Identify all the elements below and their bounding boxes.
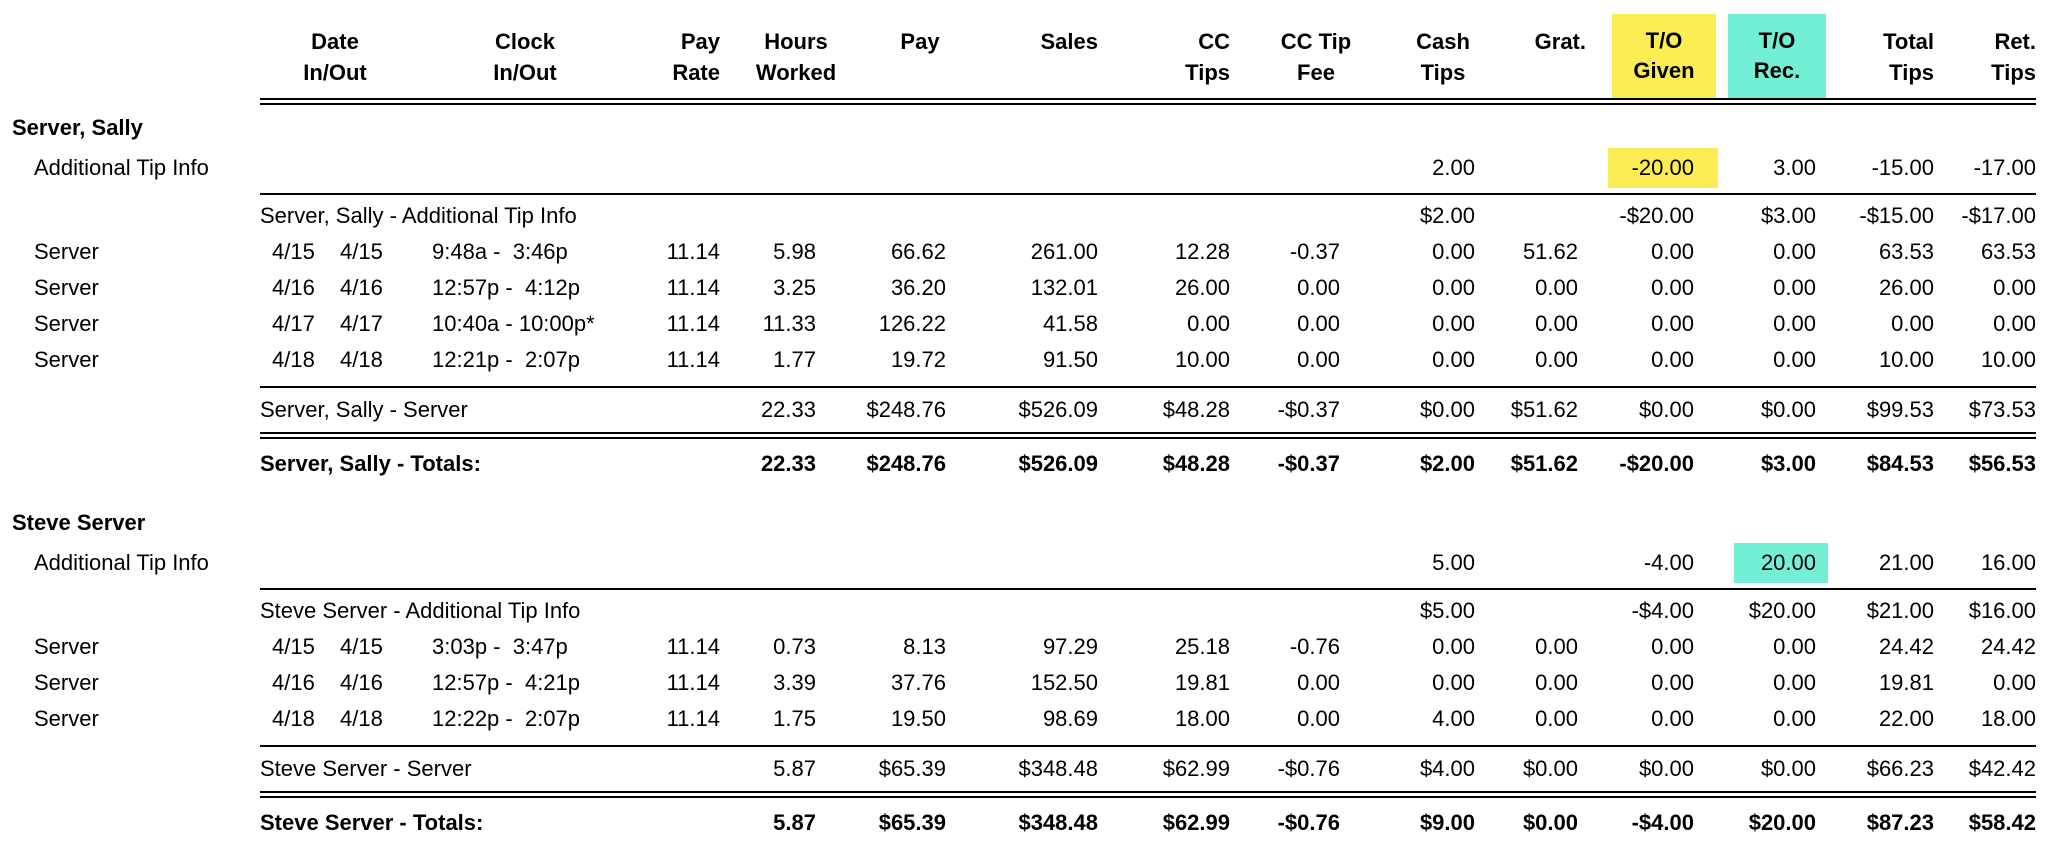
role-subtotal-divider bbox=[260, 386, 2036, 388]
shift-grat: 0.00 bbox=[1535, 706, 1578, 731]
additional-subtotal-rec: $3.00 bbox=[1760, 203, 1816, 228]
additional-subtotal-ret: $16.00 bbox=[1968, 598, 2036, 623]
additional-divider bbox=[260, 193, 2036, 195]
header-to-rec-line1: T/O bbox=[1758, 28, 1796, 53]
shift-ret: 63.53 bbox=[1980, 239, 2036, 264]
employee-totals-cash: $9.00 bbox=[1419, 810, 1475, 835]
shift-ret: 24.42 bbox=[1980, 634, 2036, 659]
header-ret-tips bbox=[1960, 26, 2036, 88]
shift-fee: 0.00 bbox=[1297, 347, 1340, 372]
employee-totals-cc: $48.28 bbox=[1162, 451, 1230, 476]
shift-fee: -0.76 bbox=[1289, 634, 1340, 659]
employee-totals-label: Steve Server - Totals: bbox=[260, 810, 484, 835]
shift-pay: 37.76 bbox=[890, 670, 946, 695]
shift-sales: 261.00 bbox=[1030, 239, 1098, 264]
shift-d-out: 4/18 bbox=[340, 347, 383, 372]
shift-d-in: 4/16 bbox=[272, 275, 315, 300]
shift-clock: 3:03p - 3:47p bbox=[432, 634, 568, 659]
additional-total-value: -15.00 bbox=[1871, 155, 1934, 180]
employee-totals-grat: $0.00 bbox=[1522, 810, 1578, 835]
employee-totals-given: -$4.00 bbox=[1631, 810, 1694, 835]
employee-totals-ret: $58.42 bbox=[1968, 810, 2036, 835]
additional-subtotal-row bbox=[0, 593, 2060, 629]
role-subtotal-total: $66.23 bbox=[1866, 756, 1934, 781]
shift-sales: 152.50 bbox=[1030, 670, 1098, 695]
shift-ret: 0.00 bbox=[1993, 311, 2036, 336]
shift-given: 0.00 bbox=[1651, 670, 1694, 695]
shift-cash: 0.00 bbox=[1432, 311, 1475, 336]
shift-row bbox=[0, 270, 2060, 306]
header-date bbox=[290, 26, 380, 88]
shift-rec: 0.00 bbox=[1773, 275, 1816, 300]
role-subtotal-cash: $4.00 bbox=[1419, 756, 1475, 781]
header-cc-tips bbox=[1150, 26, 1230, 88]
employee-totals-pay: $248.76 bbox=[866, 451, 946, 476]
shift-cash: 0.00 bbox=[1432, 670, 1475, 695]
header-cc-tips-line1: CC bbox=[1198, 29, 1230, 54]
shift-cash: 4.00 bbox=[1432, 706, 1475, 731]
employee-totals-total: $87.23 bbox=[1866, 810, 1934, 835]
shift-fee: 0.00 bbox=[1297, 311, 1340, 336]
role-subtotal-hours: 22.33 bbox=[760, 397, 816, 422]
shift-rec: 0.00 bbox=[1773, 239, 1816, 264]
additional-subtotal-total: $21.00 bbox=[1866, 598, 1934, 623]
header-clock-line1: Clock bbox=[495, 29, 555, 54]
shift-grat: 0.00 bbox=[1535, 311, 1578, 336]
shift-sales: 98.69 bbox=[1042, 706, 1098, 731]
shift-row bbox=[0, 306, 2060, 342]
shift-clock: 10:40a - 10:00p* bbox=[432, 311, 595, 336]
shift-role: Server bbox=[34, 670, 99, 695]
shift-fee: 0.00 bbox=[1297, 670, 1340, 695]
header-ret-tips-line2: Tips bbox=[1991, 60, 2036, 85]
shift-row bbox=[0, 234, 2060, 270]
shift-grat: 0.00 bbox=[1535, 275, 1578, 300]
shift-pay: 126.22 bbox=[878, 311, 946, 336]
shift-ret: 0.00 bbox=[1993, 670, 2036, 695]
shift-sales: 97.29 bbox=[1042, 634, 1098, 659]
shift-cc: 12.28 bbox=[1174, 239, 1230, 264]
additional-subtotal-given: -$4.00 bbox=[1631, 598, 1694, 623]
role-subtotal-cash: $0.00 bbox=[1419, 397, 1475, 422]
shift-pay: 66.62 bbox=[890, 239, 946, 264]
header-pay-line1: Pay bbox=[900, 29, 940, 54]
header-cash-tips-line2: Tips bbox=[1420, 60, 1466, 85]
employee-name-row bbox=[0, 110, 2060, 146]
header-to-given-line1: T/O bbox=[1645, 28, 1683, 53]
additional-subtotal-total: -$15.00 bbox=[1859, 203, 1934, 228]
shift-total: 19.81 bbox=[1878, 670, 1934, 695]
shift-rec: 0.00 bbox=[1773, 347, 1816, 372]
additional-tip-info-row bbox=[0, 150, 2060, 186]
role-subtotal-cc: $48.28 bbox=[1162, 397, 1230, 422]
shift-role: Server bbox=[34, 239, 99, 264]
shift-pay: 8.13 bbox=[903, 634, 946, 659]
role-subtotal-pay: $65.39 bbox=[878, 756, 946, 781]
shift-pay: 19.72 bbox=[890, 347, 946, 372]
shift-fee: 0.00 bbox=[1297, 275, 1340, 300]
role-subtotal-fee: -$0.37 bbox=[1277, 397, 1340, 422]
role-subtotal-given: $0.00 bbox=[1638, 397, 1694, 422]
role-subtotal-ret: $42.42 bbox=[1968, 756, 2036, 781]
employee-name: Steve Server bbox=[12, 510, 146, 535]
header-pay-rate-line2: Rate bbox=[672, 60, 720, 85]
shift-given: 0.00 bbox=[1651, 275, 1694, 300]
shift-role: Server bbox=[34, 311, 99, 336]
shift-role: Server bbox=[34, 706, 99, 731]
header-sales bbox=[1010, 26, 1098, 57]
header-to-given-line2: Given bbox=[1633, 58, 1695, 83]
header-date-line1: Date bbox=[311, 29, 359, 54]
shift-hours: 3.39 bbox=[773, 670, 816, 695]
shift-cash: 0.00 bbox=[1432, 239, 1475, 264]
additional-tip-info-row bbox=[0, 545, 2060, 581]
shift-rec: 0.00 bbox=[1773, 706, 1816, 731]
shift-role: Server bbox=[34, 634, 99, 659]
role-subtotal-label: Steve Server - Server bbox=[260, 756, 472, 781]
shift-grat: 0.00 bbox=[1535, 670, 1578, 695]
additional-subtotal-cash: $5.00 bbox=[1419, 598, 1475, 623]
shift-grat: 0.00 bbox=[1535, 634, 1578, 659]
shift-given: 0.00 bbox=[1651, 634, 1694, 659]
header-clock-line2: In/Out bbox=[493, 60, 557, 85]
shift-d-in: 4/15 bbox=[272, 634, 315, 659]
header-sales-line1: Sales bbox=[1040, 29, 1098, 54]
shift-clock: 12:21p - 2:07p bbox=[432, 347, 581, 372]
header-clock bbox=[470, 26, 580, 88]
shift-cash: 0.00 bbox=[1432, 275, 1475, 300]
shift-clock: 12:57p - 4:12p bbox=[432, 275, 581, 300]
role-subtotal-total: $99.53 bbox=[1866, 397, 1934, 422]
employee-totals-row bbox=[0, 805, 2060, 841]
additional-divider bbox=[260, 588, 2036, 590]
shift-d-out: 4/15 bbox=[340, 239, 383, 264]
shift-cash: 0.00 bbox=[1432, 347, 1475, 372]
additional-tip-info-label: Additional Tip Info bbox=[34, 155, 209, 180]
shift-rate: 11.14 bbox=[666, 311, 720, 336]
shift-rate: 11.14 bbox=[666, 670, 720, 695]
shift-cc: 19.81 bbox=[1174, 670, 1230, 695]
header-cc-tip-fee-line2: Fee bbox=[1297, 60, 1335, 85]
role-subtotal-rec: $0.00 bbox=[1760, 756, 1816, 781]
header-cash-tips bbox=[1398, 26, 1488, 88]
shift-hours: 11.33 bbox=[762, 311, 816, 336]
additional-subtotal-rec: $20.00 bbox=[1748, 598, 1816, 623]
shift-given: 0.00 bbox=[1651, 239, 1694, 264]
header-grat-line1: Grat. bbox=[1534, 29, 1586, 54]
totals-divider bbox=[260, 432, 2036, 439]
header-pay bbox=[880, 26, 960, 57]
header-grat bbox=[1500, 26, 1586, 57]
header-hours-line2: Worked bbox=[755, 60, 837, 85]
shift-d-in: 4/18 bbox=[272, 347, 315, 372]
shift-d-out: 4/16 bbox=[340, 275, 383, 300]
shift-row bbox=[0, 665, 2060, 701]
shift-given: 0.00 bbox=[1651, 311, 1694, 336]
shift-fee: -0.37 bbox=[1289, 239, 1340, 264]
role-subtotal-row bbox=[0, 392, 2060, 428]
additional-ret-value: -17.00 bbox=[1973, 155, 2036, 180]
shift-total: 24.42 bbox=[1878, 634, 1934, 659]
employee-totals-total: $84.53 bbox=[1866, 451, 1934, 476]
shift-sales: 132.01 bbox=[1030, 275, 1098, 300]
shift-sales: 91.50 bbox=[1042, 347, 1098, 372]
header-hours bbox=[746, 26, 846, 88]
shift-rate: 11.14 bbox=[666, 239, 720, 264]
header-pay-rate-line1: Pay bbox=[680, 29, 720, 54]
shift-d-in: 4/18 bbox=[272, 706, 315, 731]
shift-grat: 51.62 bbox=[1522, 239, 1578, 264]
additional-given-value: -4.00 bbox=[1643, 550, 1694, 575]
header-total-tips-line1: Total bbox=[1883, 29, 1934, 54]
role-subtotal-row bbox=[0, 751, 2060, 787]
shift-hours: 0.73 bbox=[773, 634, 816, 659]
role-subtotal-fee: -$0.76 bbox=[1277, 756, 1340, 781]
shift-rate: 11.14 bbox=[666, 275, 720, 300]
shift-fee: 0.00 bbox=[1297, 706, 1340, 731]
employee-totals-cc: $62.99 bbox=[1162, 810, 1230, 835]
employee-totals-pay: $65.39 bbox=[878, 810, 946, 835]
employee-name-row bbox=[0, 505, 2060, 541]
header-total-tips bbox=[1860, 26, 1934, 88]
role-subtotal-rec: $0.00 bbox=[1760, 397, 1816, 422]
shift-cash: 0.00 bbox=[1432, 634, 1475, 659]
shift-clock: 12:22p - 2:07p bbox=[432, 706, 581, 731]
header-divider bbox=[260, 98, 2036, 105]
shift-d-out: 4/16 bbox=[340, 670, 383, 695]
role-subtotal-hours: 5.87 bbox=[773, 756, 816, 781]
header-cc-tip-fee bbox=[1266, 26, 1366, 88]
shift-given: 0.00 bbox=[1651, 347, 1694, 372]
shift-cc: 18.00 bbox=[1174, 706, 1230, 731]
shift-ret: 0.00 bbox=[1993, 275, 2036, 300]
header-cc-tips-line2: Tips bbox=[1185, 60, 1230, 85]
header-cash-tips-line1: Cash bbox=[1416, 29, 1470, 54]
shift-total: 63.53 bbox=[1878, 239, 1934, 264]
additional-subtotal-given: -$20.00 bbox=[1619, 203, 1694, 228]
additional-given-value: -20.00 bbox=[1631, 155, 1694, 180]
role-subtotal-divider bbox=[260, 745, 2036, 747]
shift-hours: 3.25 bbox=[773, 275, 816, 300]
shift-row bbox=[0, 701, 2060, 737]
shift-cc: 0.00 bbox=[1187, 311, 1230, 336]
shift-pay: 19.50 bbox=[890, 706, 946, 731]
shift-d-in: 4/15 bbox=[272, 239, 315, 264]
shift-total: 0.00 bbox=[1891, 311, 1934, 336]
employee-totals-sales: $526.09 bbox=[1018, 451, 1098, 476]
shift-d-in: 4/17 bbox=[272, 311, 315, 336]
shift-ret: 10.00 bbox=[1980, 347, 2036, 372]
shift-hours: 5.98 bbox=[773, 239, 816, 264]
shift-rate: 11.14 bbox=[666, 347, 720, 372]
shift-total: 10.00 bbox=[1878, 347, 1934, 372]
role-subtotal-pay: $248.76 bbox=[866, 397, 946, 422]
shift-cc: 10.00 bbox=[1174, 347, 1230, 372]
role-subtotal-cc: $62.99 bbox=[1162, 756, 1230, 781]
shift-rate: 11.14 bbox=[666, 634, 720, 659]
shift-ret: 18.00 bbox=[1980, 706, 2036, 731]
employee-totals-ret: $56.53 bbox=[1968, 451, 2036, 476]
role-subtotal-given: $0.00 bbox=[1638, 756, 1694, 781]
shift-rec: 0.00 bbox=[1773, 670, 1816, 695]
employee-totals-hours: 22.33 bbox=[760, 451, 816, 476]
shift-clock: 12:57p - 4:21p bbox=[432, 670, 581, 695]
employee-totals-rec: $3.00 bbox=[1760, 451, 1816, 476]
employee-totals-row bbox=[0, 446, 2060, 482]
shift-pay: 36.20 bbox=[890, 275, 946, 300]
shift-sales: 41.58 bbox=[1042, 311, 1098, 336]
additional-total-value: 21.00 bbox=[1878, 550, 1934, 575]
role-subtotal-grat: $0.00 bbox=[1522, 756, 1578, 781]
employee-totals-given: -$20.00 bbox=[1619, 451, 1694, 476]
additional-subtotal-label: Server, Sally - Additional Tip Info bbox=[260, 203, 577, 228]
shift-given: 0.00 bbox=[1651, 706, 1694, 731]
header-to-rec bbox=[1728, 14, 1826, 98]
shift-grat: 0.00 bbox=[1535, 347, 1578, 372]
header-total-tips-line2: Tips bbox=[1889, 60, 1934, 85]
shift-d-out: 4/15 bbox=[340, 634, 383, 659]
employee-totals-fee: -$0.76 bbox=[1277, 810, 1340, 835]
employee-totals-grat: $51.62 bbox=[1510, 451, 1578, 476]
employee-name: Server, Sally bbox=[12, 115, 143, 140]
totals-divider bbox=[260, 791, 2036, 798]
shift-hours: 1.77 bbox=[773, 347, 816, 372]
shift-d-out: 4/18 bbox=[340, 706, 383, 731]
header-to-rec-line2: Rec. bbox=[1753, 58, 1801, 83]
header-pay-rate bbox=[640, 26, 720, 88]
header-to-given bbox=[1612, 14, 1716, 98]
additional-tip-info-label: Additional Tip Info bbox=[34, 550, 209, 575]
shift-role: Server bbox=[34, 347, 99, 372]
header-ret-tips-line1: Ret. bbox=[1994, 29, 2036, 54]
additional-subtotal-cash: $2.00 bbox=[1419, 203, 1475, 228]
header-cc-tip-fee-line1: CC Tip bbox=[1280, 29, 1352, 54]
header-hours-line1: Hours bbox=[764, 29, 828, 54]
additional-ret-value: 16.00 bbox=[1980, 550, 2036, 575]
employee-totals-cash: $2.00 bbox=[1419, 451, 1475, 476]
additional-subtotal-ret: -$17.00 bbox=[1961, 203, 2036, 228]
shift-row bbox=[0, 629, 2060, 665]
shift-clock: 9:48a - 3:46p bbox=[432, 239, 568, 264]
employee-totals-label: Server, Sally - Totals: bbox=[260, 451, 481, 476]
role-subtotal-sales: $348.48 bbox=[1018, 756, 1098, 781]
additional-subtotal-row bbox=[0, 198, 2060, 234]
role-subtotal-sales: $526.09 bbox=[1018, 397, 1098, 422]
role-subtotal-grat: $51.62 bbox=[1510, 397, 1578, 422]
shift-role: Server bbox=[34, 275, 99, 300]
shift-hours: 1.75 bbox=[773, 706, 816, 731]
additional-rec-value: 3.00 bbox=[1773, 155, 1816, 180]
shift-rec: 0.00 bbox=[1773, 311, 1816, 336]
additional-cash-value: 5.00 bbox=[1432, 550, 1475, 575]
shift-d-in: 4/16 bbox=[272, 670, 315, 695]
role-subtotal-label: Server, Sally - Server bbox=[260, 397, 468, 422]
additional-subtotal-label: Steve Server - Additional Tip Info bbox=[260, 598, 581, 623]
shift-d-out: 4/17 bbox=[340, 311, 383, 336]
shift-total: 22.00 bbox=[1878, 706, 1934, 731]
employee-totals-hours: 5.87 bbox=[773, 810, 816, 835]
additional-cash-value: 2.00 bbox=[1432, 155, 1475, 180]
employee-totals-rec: $20.00 bbox=[1748, 810, 1816, 835]
shift-total: 26.00 bbox=[1878, 275, 1934, 300]
shift-rate: 11.14 bbox=[666, 706, 720, 731]
shift-rec: 0.00 bbox=[1773, 634, 1816, 659]
role-subtotal-ret: $73.53 bbox=[1968, 397, 2036, 422]
shift-cc: 25.18 bbox=[1174, 634, 1230, 659]
shift-row bbox=[0, 342, 2060, 378]
employee-totals-fee: -$0.37 bbox=[1277, 451, 1340, 476]
additional-rec-value: 20.00 bbox=[1760, 550, 1816, 575]
shift-cc: 26.00 bbox=[1174, 275, 1230, 300]
employee-totals-sales: $348.48 bbox=[1018, 810, 1098, 835]
header-date-line2: In/Out bbox=[303, 60, 367, 85]
